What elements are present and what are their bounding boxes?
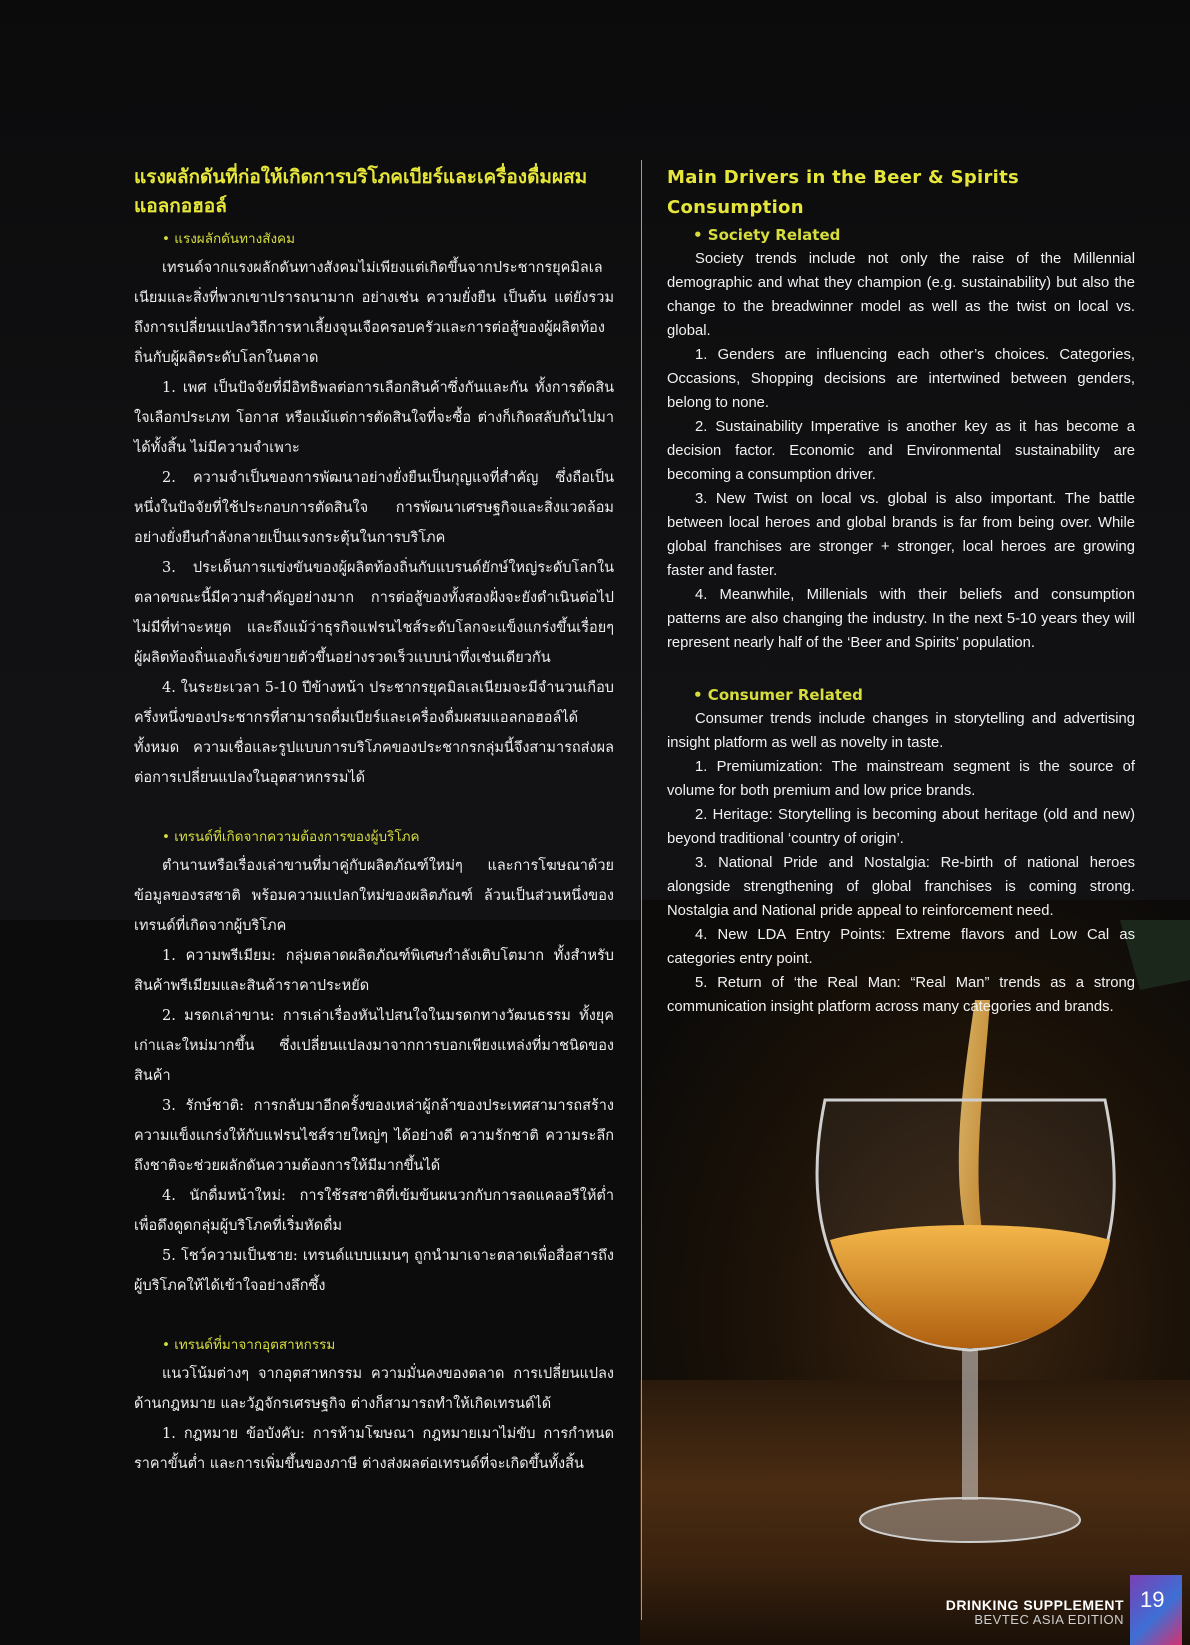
english-paragraph: Society trends include not only the raise of the Millennial demographic and what they champion (e.g. sustainability) but also the change to the breadwinner model as well as the twist on local vs. global. <box>667 251 1135 339</box>
thai-paragraph: 2. มรดกเล่าขาน: การเล่าเรื่องหันไปสนใจในมรดกทางวัฒนธรรม ทั้งยุคเก่าและใหม่มากขึ้น ซึ่งเปลี่ยนแปลงมาจากการบอกเพียงแหล่งที่มาชนิดของสินค้า <box>134 1008 614 1084</box>
thai-paragraph: 4. ในระยะเวลา 5-10 ปีข้างหน้า ประชากรยุคมิลเลเนียมจะมีจำนวนเกือบครึ่งหนึ่งของประชากรที่สามารถดื่มเบียร์และเครื่องดื่มผสมแอลกอฮอล์ได้ทั้งหมด ความเชื่อและรูปแบบการบริโภคของประชากรกลุ่มนี้จึงสามารถส่งผลต่อการเปลี่ยนแปลงในอุตสาหกรรมได้ <box>134 680 614 786</box>
english-paragraph: 2. Heritage: Storytelling is becoming about heritage (old and new) beyond traditional ‘country of origin’. <box>667 807 1135 847</box>
thai-paragraph: 3. ประเด็นการแข่งขันของผู้ผลิตท้องถิ่นกับแบรนด์ยักษ์ใหญ่ระดับโลกในตลาดขณะนี้มีความสำคัญอย่างมาก การต่อสู้ของทั้งสองฝั่งจะยังดำเนินต่อไปไม่มีที่ท่าจะหยุด และถึงแม้ว่าธุรกิจแฟรนไชส์ระดับโลกจะแข็งแกร่งขึ้นเรื่อยๆ ผู้ผลิตท้องถิ่นเองก็เร่งขยายตัวขึ้นอย่างรวดเร็วแบบน่าทึ่งเช่นเดียวกัน <box>134 560 614 666</box>
english-paragraph: 3. New Twist on local vs. global is also important. The battle between local heroes and global brands is far from being over. While global franchises are stronger + stronger, local heroes are growing faster and faster. <box>667 491 1135 579</box>
english-title-line2: Consumption <box>667 197 804 218</box>
thai-subheading-society: • แรงผลักดันทางสังคม <box>162 231 295 247</box>
thai-paragraph: ตำนานหรือเรื่องเล่าขานที่มาคู่กับผลิตภัณฑ์ใหม่ๆ และการโฆษณาด้วยข้อมูลของรสชาติ พร้อมความแปลกใหม่ของผลิตภัณฑ์ ล้วนเป็นส่วนหนึ่งของเทรนด์ที่เกิดจากผู้บริโภค <box>134 858 614 934</box>
footer-edition: BEVTEC ASIA EDITION <box>974 1612 1124 1627</box>
thai-paragraph: 5. โชว์ความเป็นชาย: เทรนด์แบบแมนๆ ถูกนำมาเจาะตลาดเพื่อสื่อสารถึงผู้บริโภคให้ได้เข้าใจอย่างลึกซึ้ง <box>134 1248 614 1294</box>
english-paragraph: Consumer trends include changes in storytelling and advertising insight platform as well as novelty in taste. <box>667 711 1135 751</box>
thai-paragraph: เทรนด์จากแรงผลักดันทางสังคมไม่เพียงแต่เกิดขึ้นจากประชากรยุคมิลเลเนียมและสิ่งที่พวกเขาปรารถนามาก อย่างเช่น ความยั่งยืน เป็นต้น แต่ยังรวมถึงการเปลี่ยนแปลงวิถีการหาเลี้ยงจุนเจือครอบครัวและการต่อสู้ของผู้ผลิตท้องถิ่นกับผู้ผลิตระดับโลกในตลาด <box>134 260 614 366</box>
thai-paragraph: 1. เพศ เป็นปัจจัยที่มีอิทธิพลต่อการเลือกสินค้าซึ่งกันและกัน ทั้งการตัดสินใจเลือกประเภท โอกาส หรือแม้แต่การตัดสินใจที่จะซื้อ ต่างก็เกิดสลับกันไปมาได้ทั้งสิ้น ไม่มีความจำเพาะ <box>134 380 614 456</box>
thai-paragraph: 2. ความจำเป็นของการพัฒนาอย่างยั่งยืนเป็นกุญแจที่สำคัญ ซึ่งถือเป็นหนึ่งในปัจจัยที่ใช้ประกอบการตัดสินใจ การพัฒนาเศรษฐกิจและสิ่งแวดล้อมอย่างยั่งยืนกำลังกลายเป็นแรงกระตุ้นในการบริโภค <box>134 470 614 546</box>
thai-paragraph: แนวโน้มต่างๆ จากอุตสาหกรรม ความมั่นคงของตลาด การเปลี่ยนแปลงด้านกฎหมาย และวัฏจักรเศรษฐกิจ ต่างก็สามารถทำให้เกิดเทรนด์ได้ <box>134 1366 614 1412</box>
english-paragraph: 1. Premiumization: The mainstream segment is the source of volume for both premium and low price brands. <box>667 759 1135 799</box>
column-divider <box>641 160 642 1620</box>
english-paragraph: 4. Meanwhile, Millenials with their beliefs and consumption patterns are also changing the industry. In the next 5-10 years they will represent nearly half of the ‘Beer and Spirits’ population. <box>667 587 1135 651</box>
page-number-badge <box>1130 1575 1182 1645</box>
english-paragraph: 1. Genders are influencing each other’s choices. Categories, Occasions, Shopping decisions are intertwined between genders, belong to none. <box>667 347 1135 411</box>
thai-subheading-consumer: • เทรนด์ที่เกิดจากความต้องการของผู้บริโภค <box>162 829 420 845</box>
english-subheading-consumer: • Consumer Related <box>693 686 863 704</box>
thai-paragraph: 1. ความพรีเมียม: กลุ่มตลาดผลิตภัณฑ์พิเศษกำลังเติบโตมาก ทั้งสำหรับสินค้าพรีเมียมและสินค้าราคาประหยัด <box>134 948 614 994</box>
thai-paragraph: 4. นักดื่มหน้าใหม่: การใช้รสชาติที่เข้มข้นผนวกกับการลดแคลอรีให้ต่ำเพื่อดึงดูดกลุ่มผู้บริโภคที่เริ่มหัดดื่ม <box>134 1188 614 1234</box>
english-subheading-society: • Society Related <box>693 226 841 244</box>
page-footer <box>946 1597 1124 1627</box>
thai-subheading-industry: • เทรนด์ที่มาจากอุตสาหกรรม <box>162 1337 336 1353</box>
english-paragraph: 2. Sustainability Imperative is another key as it has become a decision factor. Economic and Environmental sustainability are becoming a consumption driver. <box>667 419 1135 483</box>
footer-supplement-title: DRINKING SUPPLEMENT <box>945 1597 1124 1613</box>
thai-title: แรงผลักดันที่ก่อให้เกิดการบริโภคเบียร์และเครื่องดื่มผสมแอลกอฮอล์ <box>134 166 588 217</box>
thai-column <box>134 163 614 1479</box>
english-paragraph: 4. New LDA Entry Points: Extreme flavors and Low Cal as categories entry point. <box>667 927 1135 967</box>
page-number: 19 <box>1140 1587 1165 1612</box>
english-column <box>667 163 1135 1019</box>
brandy-glass-photo <box>640 920 1190 1645</box>
english-paragraph: 5. Return of ‘the Real Man: “Real Man” trends as a strong communication insight platform across many categories and brands. <box>667 975 1135 1015</box>
thai-paragraph: 3. รักษ์ชาติ: การกลับมาอีกครั้งของเหล่าผู้กล้าของประเทศสามารถสร้างความแข็งแกร่งให้กับแฟรนไชส์รายใหญ่ๆ ได้อย่างดี ความรักชาติ ความระลึกถึงชาติจะช่วยผลักดันความต้องการให้มีมากขึ้นได้ <box>134 1098 614 1174</box>
english-title-line1: Main Drivers in the Beer & Spirits <box>667 167 1020 188</box>
english-paragraph: 3. National Pride and Nostalgia: Re-birth of national heroes alongside strengthening of global franchises is coming strong. Nostalgia and National pride appeal to reinforcement need. <box>667 855 1135 919</box>
thai-paragraph: 1. กฎหมาย ข้อบังคับ: การห้ามโฆษณา กฎหมายเมาไม่ขับ การกำหนดราคาขั้นต่ำ และการเพิ่มขึ้นของภาษี ต่างส่งผลต่อเทรนด์ที่จะเกิดขึ้นทั้งสิ้น <box>134 1426 614 1472</box>
